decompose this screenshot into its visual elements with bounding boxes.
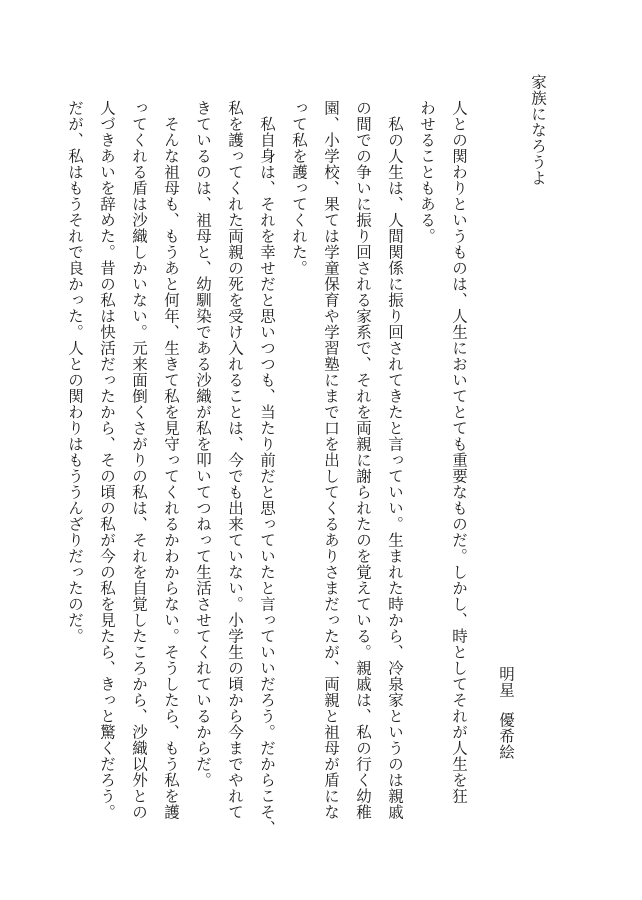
body-line: 園、小学校、果ては学童保育や学習塾にまで口を出してくるありさまだったが、両親と祖母が盾にな	[322, 100, 340, 820]
body-line: 私を護ってくれた両親の死を受け入れることは、今でも出来ていない。小学生の頃から今までやれて	[226, 100, 244, 820]
body-line: だが、私はもうそれで良かった。人との関わりはもううんざりだったのだ。	[66, 100, 84, 644]
body-line: ってくれる盾は沙織しかいない。元来面倒くさがりの私は、それを自覚したころから、沙織以外との	[130, 100, 148, 820]
body-line: 人との関わりというものは、人生においてとても重要なものだ。しかし、時としてそれが人生を狂	[450, 100, 468, 804]
body-line: 私の人生は、人間関係に振り回されてきたと言っていい。生まれた時から、冷泉家というのは親戚	[386, 100, 404, 820]
author-name	[498, 666, 514, 760]
body-line: そんな祖母も、もうあと何年、生きて私を見守ってくれるかわからない。そうしたら、もう私を護	[162, 100, 180, 820]
body-line: わせることもある。	[418, 100, 436, 244]
body-line: 私自身は、それを幸せだと思いつつも、当たり前だと思っていたと言っていいだろう。だからこそ、	[258, 100, 276, 836]
body-line: の間での争いに振り回される家系で、それを両親に謝られたのを覚えている。親戚は、私の行く幼稚	[354, 100, 372, 820]
document-title: 家族になろうよ	[529, 74, 547, 186]
body-line: って私を護ってくれた。	[290, 100, 308, 276]
body-line: きているのは、祖母と、幼馴染である沙織が私を叩いてつねって生活させてくれているからだ。	[194, 100, 212, 788]
body-line: 人づきあいを辞めた。昔の私は快活だったから、その頃の私が今の私を見たら、きっと驚くだろう。	[98, 100, 116, 820]
author-given-name: 優希絵	[497, 712, 515, 760]
author-family-name: 明星	[497, 666, 515, 698]
